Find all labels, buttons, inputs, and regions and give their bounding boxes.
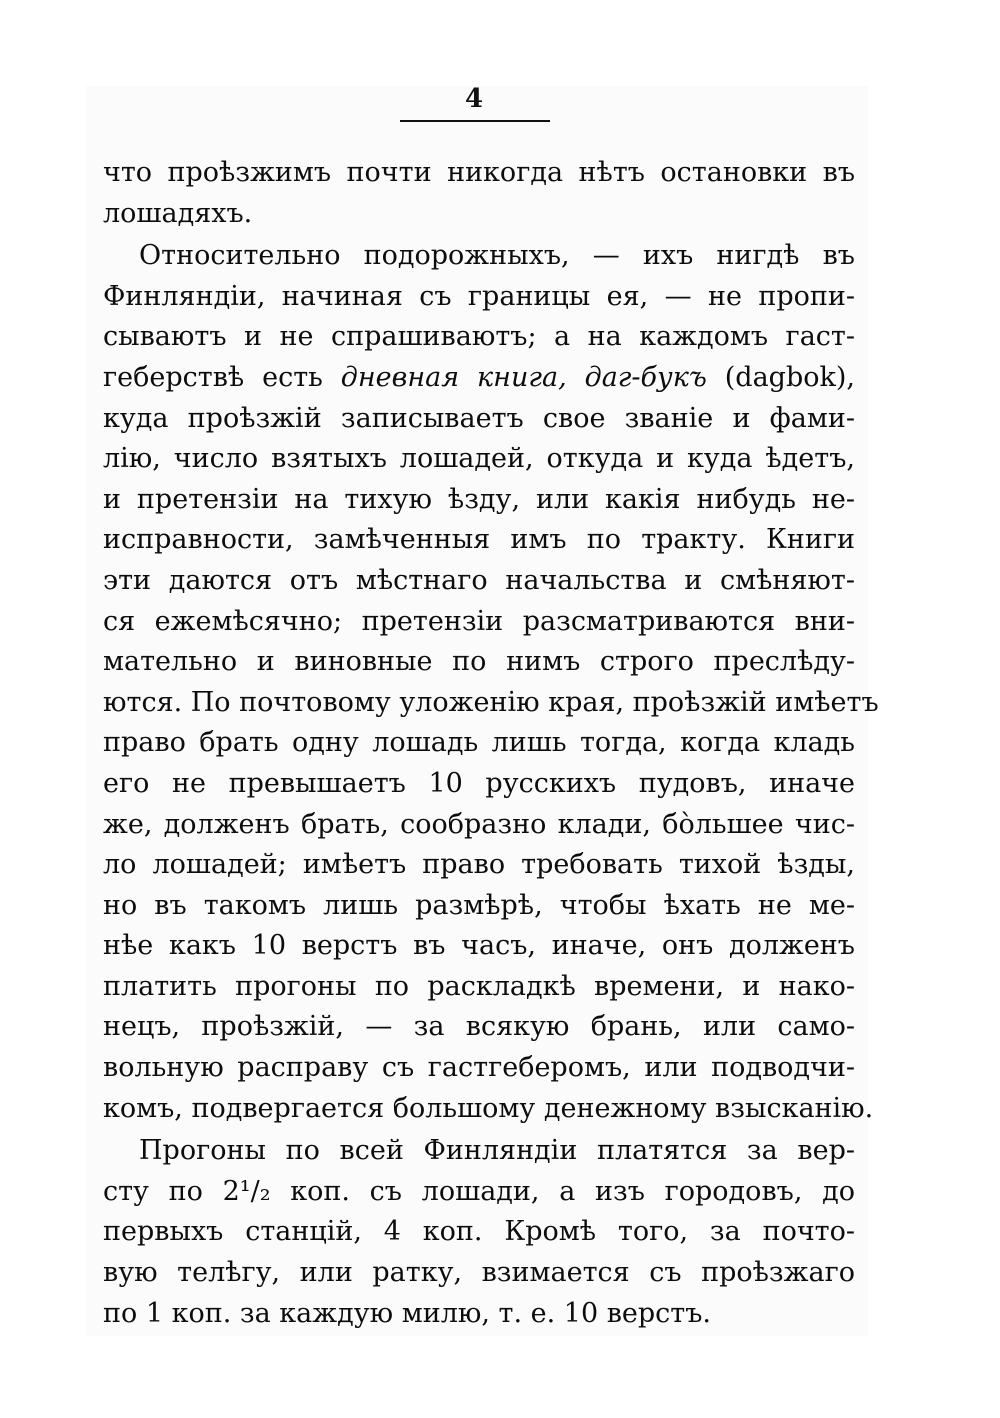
text-line: право брать одну лошадь лишь тогда, когда кладь xyxy=(103,727,855,759)
text-line: комъ, подвергается большому денежному взысканію. xyxy=(103,1092,874,1124)
text-line-with-italics xyxy=(103,358,855,399)
header-rule xyxy=(400,120,550,122)
text-line: куда проѣзжій записываетъ свое званіе и фами- xyxy=(103,402,855,434)
text-line: исправности, замѣченныя имъ по тракту. Книги xyxy=(103,524,855,556)
text-line: вую телѣгу, или ратку, взимается съ проѣзжаго xyxy=(103,1257,855,1289)
text-line: ются. По почтовому уложенію края, проѣзжій имѣетъ xyxy=(103,686,879,718)
text-line: Финляндіи, начиная съ границы ея, — не пропи- xyxy=(103,280,855,312)
text-line: Относительно подорожныхъ, — ихъ нигдѣ въ xyxy=(139,240,855,272)
italic-term: дневная книга, xyxy=(340,361,567,393)
text-line: и претензіи на тихую ѣзду, или какія нибудь не- xyxy=(103,483,855,515)
text-fragment: геберствѣ есть xyxy=(103,361,323,393)
text-line: платить прогоны по раскладкѣ времени, и нако- xyxy=(103,970,855,1002)
text-line: сту по 2¹/₂ коп. съ лошади, а изъ городовъ, до xyxy=(103,1175,855,1207)
text-line: что проѣзжимъ почти никогда нѣтъ остановки въ xyxy=(103,157,855,188)
body-text xyxy=(103,153,879,1334)
text-line: ло лошадей; имѣетъ право требовать тихой ѣзды, xyxy=(103,849,855,881)
text-line: лію, число взятыхъ лошадей, откуда и куда ѣдетъ, xyxy=(103,443,855,475)
text-line: ся ежемѣсячно; претензіи разсматриваются вни- xyxy=(103,605,855,637)
text-line: мательно и виновные по нимъ строго преслѣду- xyxy=(103,646,855,678)
text-line: нецъ, проѣзжій, — за всякую брань, или само- xyxy=(103,1011,855,1043)
text-line: первыхъ станцій, 4 коп. Кромѣ того, за почто- xyxy=(103,1216,855,1248)
italic-term: даг-букъ xyxy=(584,361,707,393)
text-line: но въ такомъ лишь размѣрѣ, чтобы ѣхать не ме- xyxy=(103,889,855,921)
page-number: 4 xyxy=(464,84,484,114)
text-line: же, долженъ брать, сообразно клади, бо̀льшее чис- xyxy=(103,808,855,840)
text-line: вольную расправу съ гастгеберомъ, или подводчи- xyxy=(103,1052,855,1084)
text-line: Прогоны по всей Финляндіи платятся за вер- xyxy=(139,1135,855,1167)
parenthetical-term: (dagbok), xyxy=(724,361,855,393)
text-line: по 1 коп. за каждую милю, т. е. 10 верстъ. xyxy=(103,1297,711,1329)
text-line: лошадяхъ. xyxy=(103,197,253,229)
text-line: эти даются отъ мѣстнаго начальства и смѣняют- xyxy=(103,564,855,596)
text-line: сываютъ и не спрашиваютъ; а на каждомъ гаст- xyxy=(103,321,855,353)
text-line: его не превышаетъ 10 русскихъ пудовъ, иначе xyxy=(103,767,855,799)
text-line: нѣе какъ 10 верстъ въ часъ, иначе, онъ долженъ xyxy=(103,930,855,962)
